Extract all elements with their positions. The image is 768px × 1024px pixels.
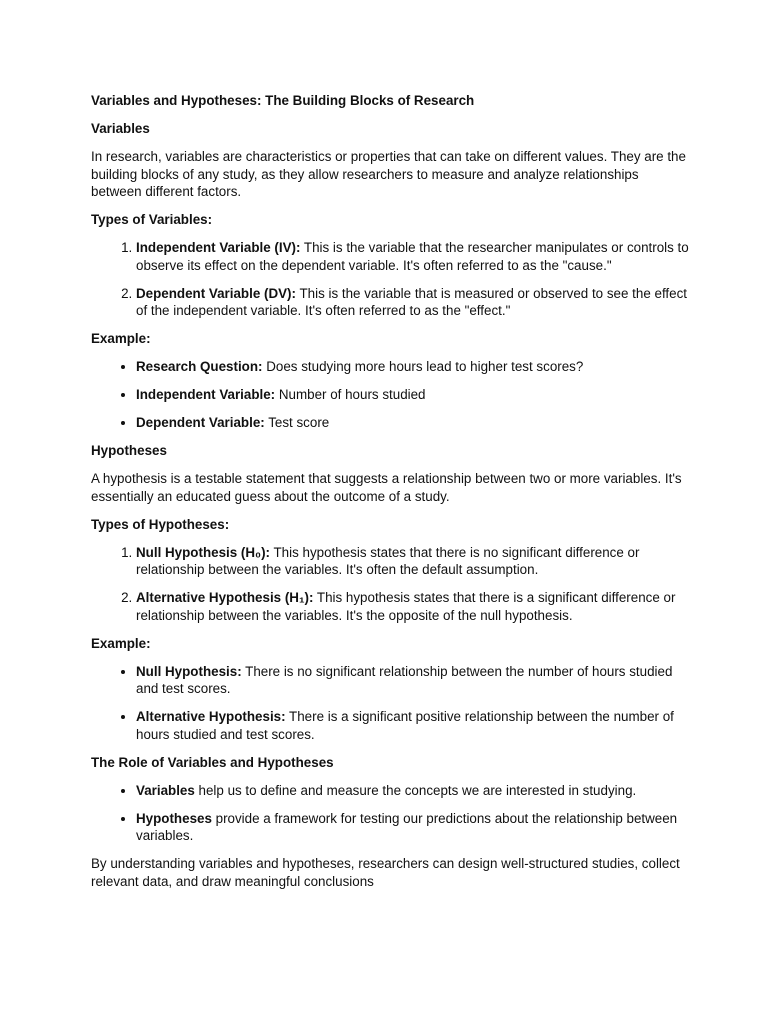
term-label: Research Question: [136,359,263,374]
variables-intro-paragraph: In research, variables are characteristics or properties that can take on different values. They are the building blocks of any study, as they allow researchers to measure and analyze relationships between different factors. [91,149,686,199]
term-label: Dependent Variable: [136,415,265,430]
types-of-hypotheses-heading: Types of Hypotheses: [91,516,230,532]
list-item-independent-variable [136,239,691,274]
term-label: Variables [136,782,195,798]
list-item-research-question [136,358,691,376]
variables-example-heading: Example: [91,331,151,346]
list-item-example-alternative [136,708,691,743]
variable-types-list [91,239,691,320]
hypotheses-intro-paragraph: A hypothesis is a testable statement that suggests a relationship between two or more variables. It's essentially an educated guess about the outcome of a study. [91,471,682,504]
section-heading-variables: Variables [91,121,150,136]
term-label: Independent Variable: [136,387,276,402]
term-description: Test score [264,415,330,430]
list-item-dependent-variable [136,285,691,320]
list-item-example-dependent [136,414,691,432]
document-page [91,92,691,901]
term-description: There is no significant relationship between the number of hours studied and test scores. [136,663,673,696]
hypotheses-example-heading: Example: [91,635,151,651]
role-points-list [91,782,691,845]
term-label: Dependent Variable (DV): [136,285,296,301]
list-item-null-hypothesis [136,544,691,579]
term-description: There is a significant positive relationship between the number of hours studied and test scores. [136,709,674,742]
section-heading-role: The Role of Variables and Hypotheses [91,754,334,770]
list-item-role-variables [136,782,691,800]
term-description: Does studying more hours lead to higher test scores? [262,359,584,374]
term-label: Null Hypothesis (H₀): [136,544,270,560]
term-label: Alternative Hypothesis: [136,709,286,724]
term-label: Alternative Hypothesis (H₁): [136,590,314,605]
term-description: This is the variable that is measured or observed to see the effect of the independent variable. It's often referred to as the "effect." [136,285,688,318]
term-description: help us to define and measure the concepts we are interested in studying. [194,782,637,798]
list-item-alternative-hypothesis [136,589,691,624]
hypotheses-example-list [91,663,691,744]
term-label: Hypotheses [136,810,212,826]
term-description: Number of hours studied [275,387,426,402]
term-description: This is the variable that the researcher manipulates or controls to observe its effect on the dependent variable. It's often referred to as the "cause." [136,240,689,273]
term-description: This hypothesis states that there is no significant difference or relationship between the variables. It's often the default assumption. [136,544,640,577]
hypothesis-types-list [91,544,691,625]
term-label: Independent Variable (IV): [136,240,301,255]
variables-example-list [91,358,691,432]
list-item-role-hypotheses [136,810,691,845]
term-label: Null Hypothesis: [136,663,242,679]
list-item-example-null [136,663,691,698]
term-description: This hypothesis states that there is a significant difference or relationship between the variables. It's the opposite of the null hypothesis. [136,590,676,623]
term-description: provide a framework for testing our predictions about the relationship between variables. [136,810,678,843]
types-of-variables-heading: Types of Variables: [91,212,213,227]
section-heading-hypotheses: Hypotheses [91,443,167,458]
document-title: Variables and Hypotheses: The Building Blocks of Research [91,93,475,108]
list-item-example-independent [136,386,691,404]
conclusion-paragraph: By understanding variables and hypotheses, researchers can design well-structured studies, collect relevant data, and draw meaningful conclusions [91,856,680,889]
